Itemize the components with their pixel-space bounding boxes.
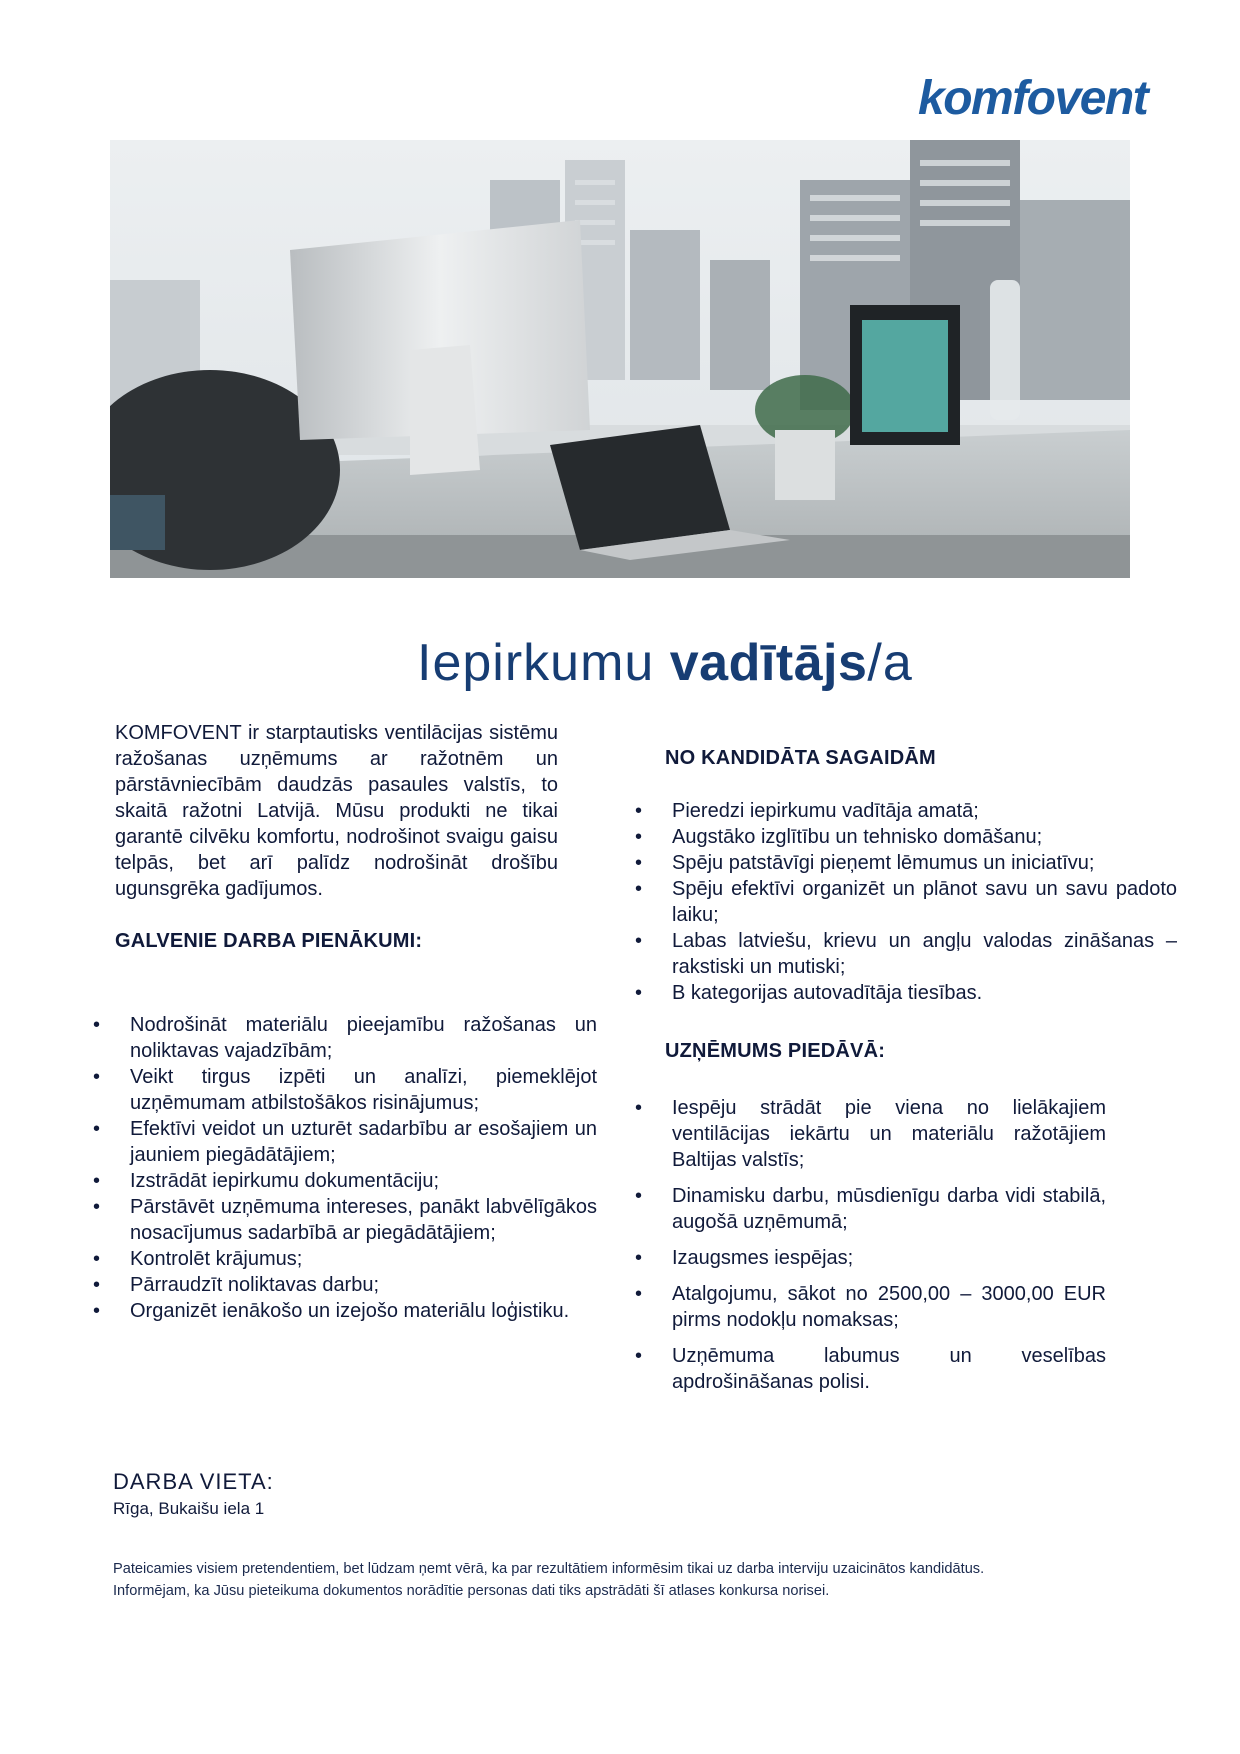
list-item: • Izstrādāt iepirkumu dokumentāciju; (90, 1168, 597, 1194)
footer-notice (113, 1558, 1163, 1602)
list-item: • Spēju patstāvīgi pieņemt lēmumus un iniciatīvu; (632, 850, 1177, 876)
workplace-block (113, 1468, 613, 1522)
list-item: • Dinamisku darbu, mūsdienīgu darba vidi stabilā, augošā uzņēmumā; (632, 1183, 1106, 1235)
list-item: • Kontrolēt krājumus; (90, 1246, 597, 1272)
list-item: • Pārraudzīt noliktavas darbu; (90, 1272, 597, 1298)
job-title: Iepirkumu vadītājs/a (417, 634, 913, 692)
company-intro: KOMFOVENT ir starptautisks ventilācijas sistēmu ražošanas uzņēmums ar ražotnēm un pārstāvniecībām daudzās pasaules valstīs, to skaitā ražotni Latvijā. Mūsu produkti ne tikai garantē cilvēku komfortu, nodrošinot svaigu gaisu telpās, bet arī palīdz nodrošināt drošību ugunsgrēka gadījumos. (115, 722, 558, 900)
list-item: • Augstāko izglītību un tehnisko domāšanu; (632, 824, 1177, 850)
footer-line-1: Pateicamies visiem pretendentiem, bet lūdzam ņemt vērā, ka par rezultātiem informēsim tikai uz darba interviju uzaicinātos kandidātus. (113, 1561, 985, 1577)
list-item: • Efektīvi veidot un uzturēt sadarbību ar esošajiem un jauniem piegādātājiem; (90, 1116, 597, 1168)
offer-heading: UZŅĒMUMS PIEDĀVĀ: (665, 1040, 886, 1062)
list-item: • Uzņēmuma labumus un veselības apdrošināšanas polisi. (632, 1343, 1106, 1395)
list-item: • Iespēju strādāt pie viena no lielākajiem ventilācijas iekārtu un materiālu ražotājiem Baltijas valstīs; (632, 1095, 1106, 1173)
duties-list (90, 1012, 597, 1324)
list-item: • Labas latviešu, krievu un angļu valodas zināšanas – rakstiski un mutiski; (632, 928, 1177, 980)
list-item: • Nodrošināt materiālu pieejamību ražošanas un noliktavas vajadzībām; (90, 1012, 597, 1064)
company-intro-block (115, 720, 558, 954)
offer-heading-block (665, 1038, 1145, 1064)
requirements-list (632, 798, 1177, 1006)
komfovent-logo: komfovent (918, 72, 1148, 125)
workplace-address: Rīga, Bukaišu iela 1 (113, 1499, 265, 1518)
list-item: • B kategorijas autovadītāja tiesības. (632, 980, 1177, 1006)
list-item: • Atalgojumu, sākot no 2500,00 – 3000,00 EUR pirms nodokļu nomaksas; (632, 1281, 1106, 1333)
list-item: • Pārstāvēt uzņēmuma intereses, panākt labvēlīgākos nosacījumus sadarbībā ar piegādātājiem; (90, 1194, 597, 1246)
duties-heading: GALVENIE DARBA PIENĀKUMI: (115, 930, 423, 952)
hero-office-photo (110, 140, 1130, 578)
footer-line-2: Informējam, ka Jūsu pieteikuma dokumentos norādītie personas dati tiks apstrādāti šī atlases konkursa norisei. (113, 1583, 830, 1599)
list-item: • Izaugsmes iespējas; (632, 1245, 1106, 1271)
list-item: • Organizēt ienākošo un izejošo materiālu loģistiku. (90, 1298, 597, 1324)
requirements-heading: NO KANDIDĀTA SAGAIDĀM (665, 747, 936, 769)
list-item: • Veikt tirgus izpēti un analīzi, piemeklējot uzņēmumam atbilstošākos risinājumus; (90, 1064, 597, 1116)
workplace-label: DARBA VIETA: (113, 1469, 274, 1494)
requirements-block (665, 745, 1192, 771)
duties-block (90, 1012, 597, 1324)
list-item: • Spēju efektīvi organizēt un plānot savu un savu padoto laiku; (632, 876, 1177, 928)
requirements-list-block (632, 798, 1177, 1006)
offer-list (632, 1095, 1106, 1395)
offer-block (632, 1095, 1106, 1405)
list-item: • Pieredzi iepirkumu vadītāja amatā; (632, 798, 1177, 824)
job-title-bold: vadītājs (669, 634, 868, 692)
